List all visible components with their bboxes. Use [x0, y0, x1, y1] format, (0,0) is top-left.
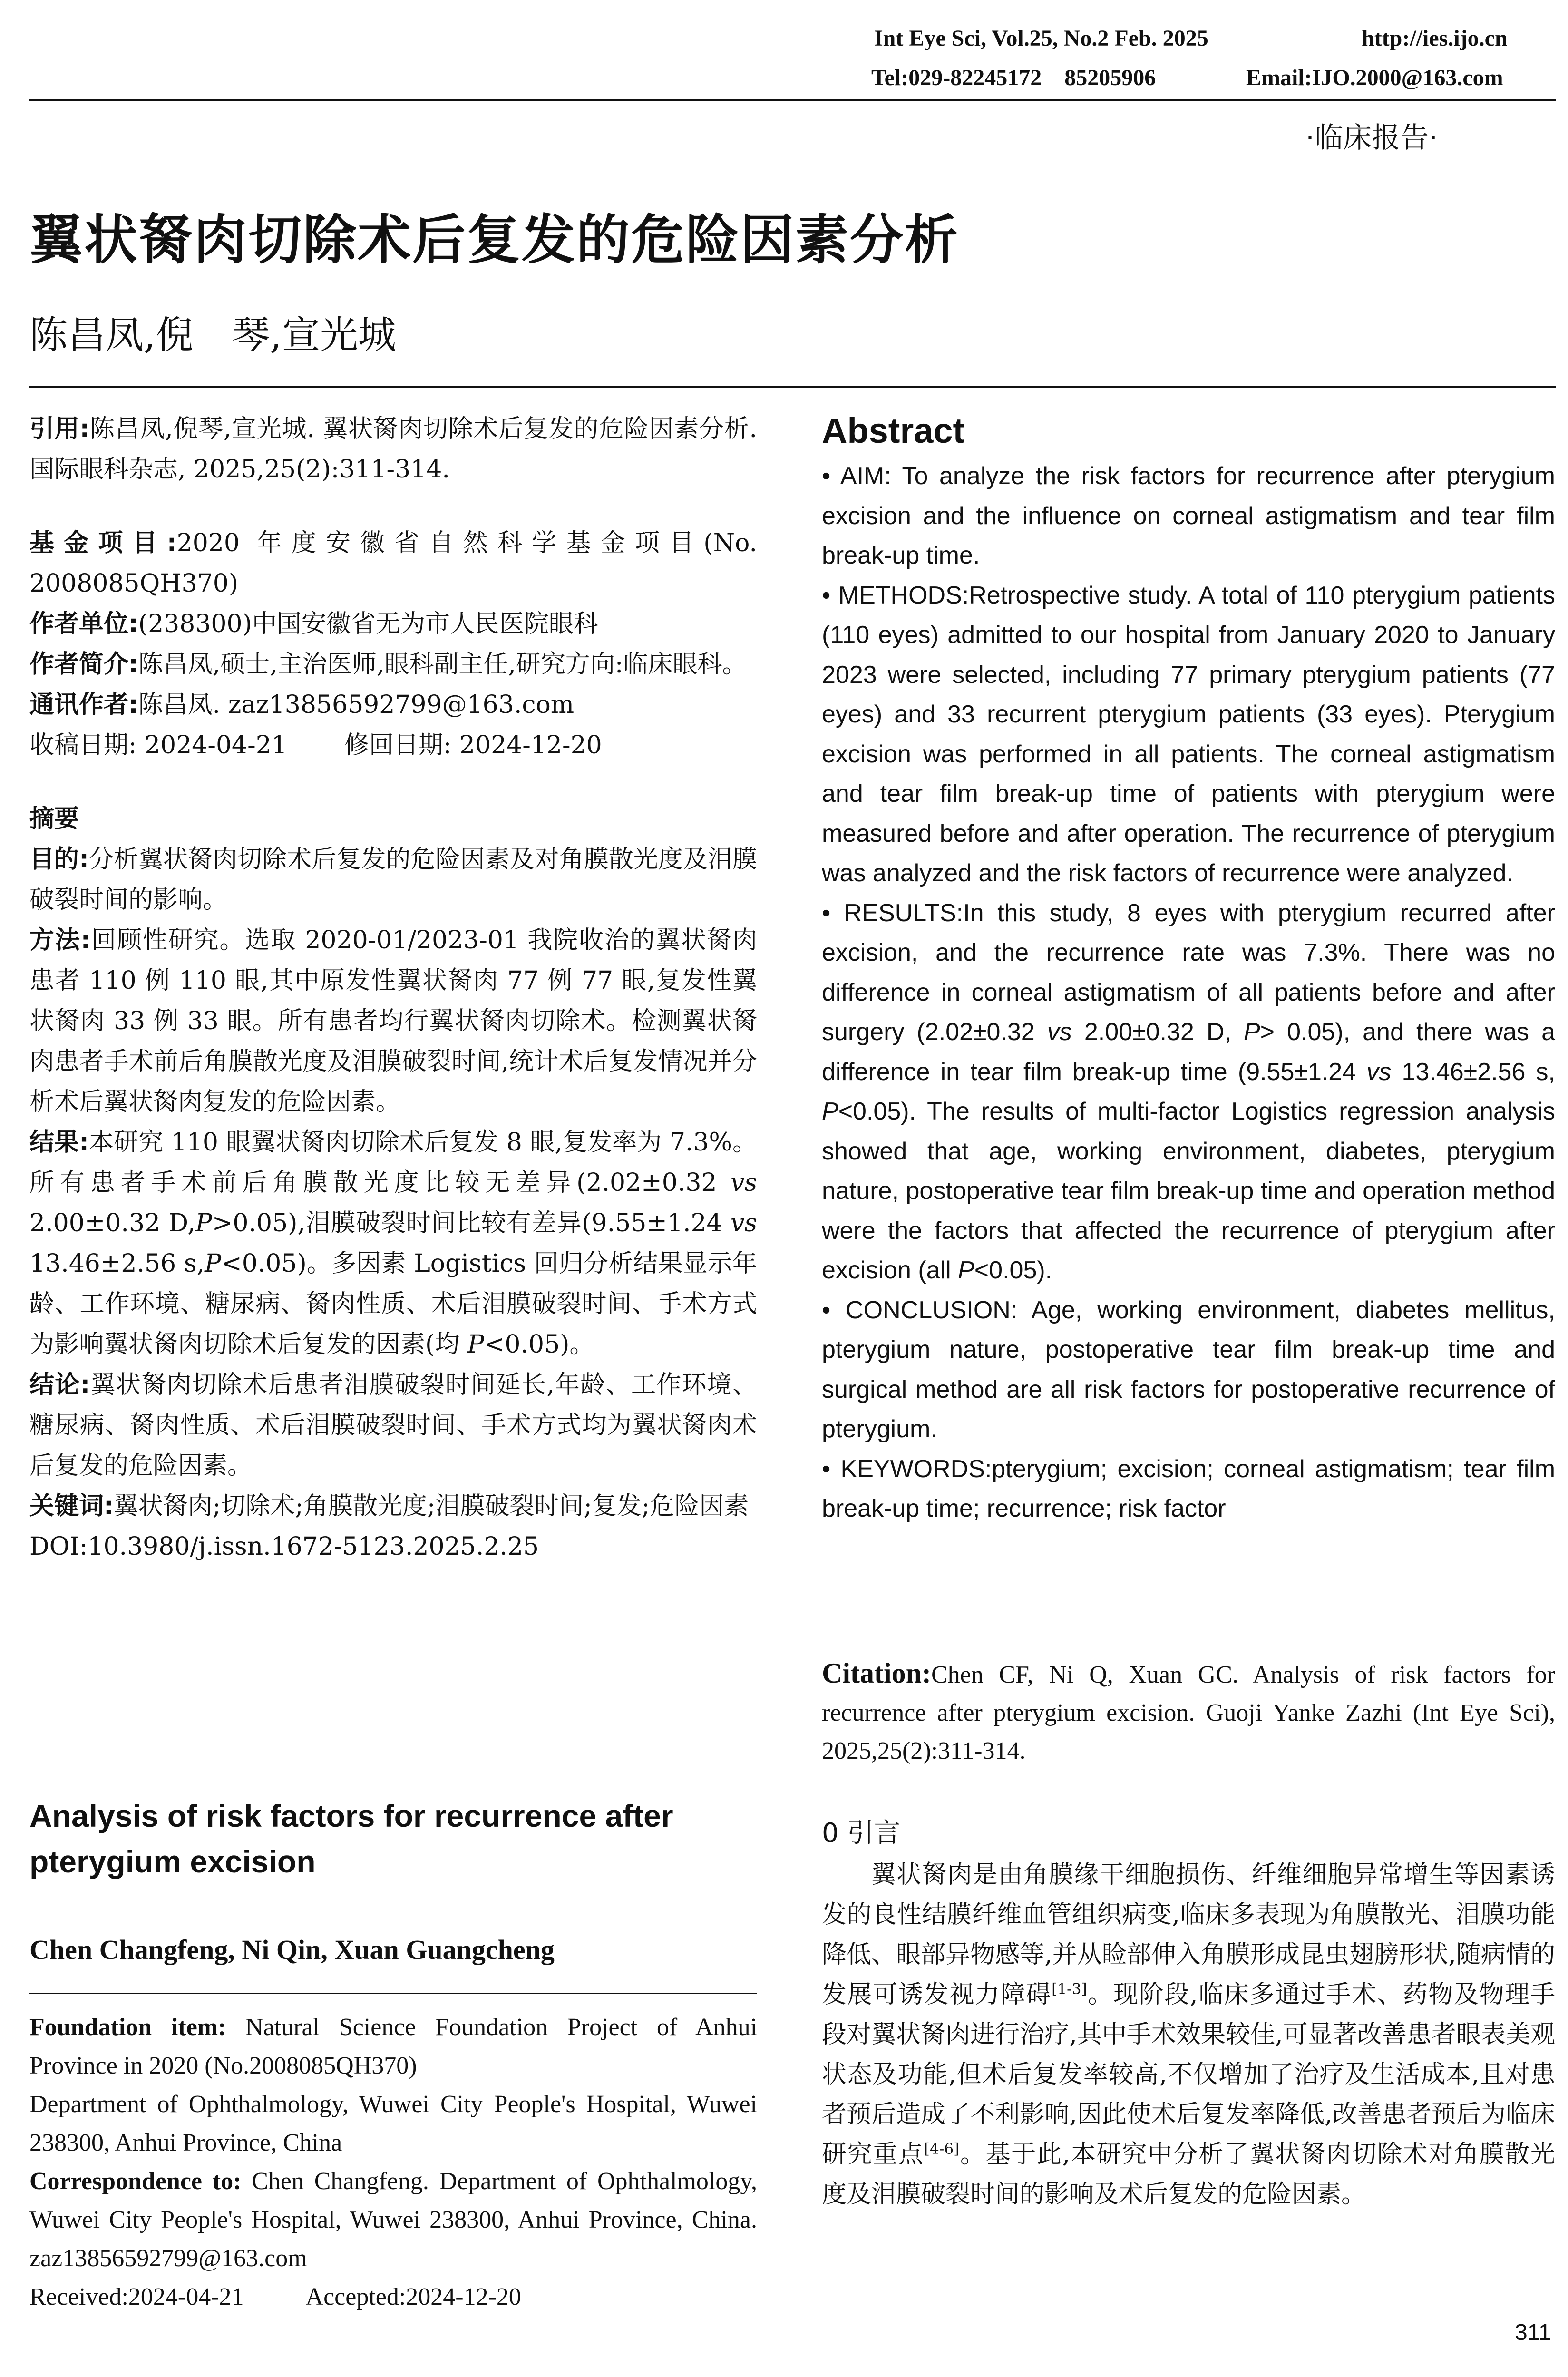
journal-info: Int Eye Sci, Vol.25, No.2 Feb. 2025 — [874, 26, 1208, 51]
english-title: Analysis of risk factors for recurrence after pterygium excision — [29, 1798, 673, 1879]
unit-cn: 作者单位:(238300)中国安徽省无为市人民医院眼科 — [29, 610, 598, 638]
keywords-en: • KEYWORDS:pterygium; excision; corneal astigmatism; tear film break-up time; recurrence; risk factor — [822, 1455, 1556, 1522]
citation-ref: [1-3] — [1052, 1980, 1087, 1998]
citation-cn: 引用:陈昌凤,倪琴,宣光城. 翼状胬肉切除术后复发的危险因素分析. 国际眼科杂志, 2025,25(2):311-314. — [29, 415, 757, 484]
citation-ref: [4-6] — [924, 2140, 960, 2158]
intro-body: 翼状胬肉是由角膜缘干细胞损伤、纤维细胞异常增生等因素诱发的良性结膜纤维血管组织病变,临床多表现为角膜散光、泪膜功能降低、眼部异物感等,并从睑部伸入角膜形成昆虫翅膀形状,随病情的发展可诱发视力障碍[1-3]。现阶段,临床多通过手术、药物及物理手段对翼状胬肉进行治疗,其中手术效果较佳,可显著改善患者眼表美观状态及功能,但术后复发率较高,不仅增加了治疗及生活成本,且对患者预后造成了不利影响,因此使术后复发率降低,改善患者预后为临床研究重点[4-6]。基于此,本研究中分析了翼状胬肉切除术对角膜散光度及泪膜破裂时间的影响及术后复发的危险因素。 — [822, 1861, 1555, 2209]
fund-en: Foundation item: Natural Science Foundation Project of Anhui Province in 2020 (No.2008085QH370) — [29, 2014, 758, 2079]
methods-en: • METHODS:Retrospective study. A total of 110 pterygium patients (110 eyes) admitted to our hospital from January 2020 to January 2023 were selected, including 77 primary pterygium patients (77 eyes) and 33 recurrent pterygium patients (33 eyes). Pterygium excision was performed in all patients. The corneal astigmatism and tear film break-up time of patients with pterygium were measured before and after operation. The recurrence of pterygium was analyzed and the risk factors of recurrence were analyzed. — [822, 581, 1555, 887]
objective-cn: 目的:分析翼状胬肉切除术后复发的危险因素及对角膜散光度及泪膜破裂时间的影响。 — [29, 845, 757, 914]
citation-en: Citation:Chen CF, Ni Q, Xuan GC. Analysis of risk factors for recurrence after pterygium excision. Guoji Yanke Zazhi (Int Eye Sci), 2025,25(2):311-314. — [822, 1657, 1555, 1764]
abstract-title-en: Abstract — [822, 411, 965, 450]
dates-cn: 收稿日期: 2024-04-21 修回日期: 2024-12-20 — [29, 731, 602, 760]
journal-url: http://ies.ijo.cn — [1362, 26, 1508, 51]
header-rule — [29, 99, 1556, 101]
conclusion-en: • CONCLUSION: Age, working environment, diabetes mellitus, pterygium nature, postoperative tear film break-up time and surgical method are all risk factors for postoperative recurrence of pterygium. — [822, 1296, 1556, 1443]
left-column — [29, 409, 757, 1567]
section-label: ·临床报告· — [1305, 121, 1438, 155]
methods-cn: 方法:回顾性研究。选取 2020-01/2023-01 我院收治的翼状胬肉患者 110 例 110 眼,其中原发性翼状胬肉 77 例 77 眼,复发性翼状胬肉 33 例 33 眼。所有患者均行翼状胬肉切除术。检测翼状胬肉患者手术前后角膜散光度及泪膜破裂时间,统计术后复发情况并分析术后翼状胬肉复发的危险因素。 — [29, 926, 758, 1116]
corr-cn: 通讯作者:陈昌凤. zaz13856592799@163.com — [29, 691, 575, 719]
bio-cn: 作者简介:陈昌凤,硕士,主治医师,眼科副主任,研究方向:临床眼科。 — [29, 650, 747, 679]
title-rule — [29, 386, 1556, 388]
page-number: 311 — [1515, 2320, 1551, 2345]
journal-tel: Tel:029-82245172 85205906 — [871, 65, 1156, 90]
abstract-heading-cn: 摘要 — [29, 805, 79, 833]
aim-en: • AIM: To analyze the risk factors for recurrence after pterygium excision and the influence on corneal astigmatism and tear film break-up time. — [822, 462, 1555, 569]
journal-email: Email:IJO.2000@163.com — [1246, 65, 1503, 90]
results-cn: 结果:本研究 110 眼翼状胬肉切除术后复发 8 眼,复发率为 7.3%。所有患者手术前后角膜散光度比较无差异(2.02±0.32 vs 2.00±0.32 D,P>0.05),泪膜破裂时间比较有差异(9.55±1.24 vs 13.46±2.56 s,P<0.05)。多因素 Logistics 回归分析结果显示年龄、工作环境、糖尿病、胬肉性质、术后泪膜破裂时间、手术方式为影响翼状胬肉切除术后复发的因素(均 P<0.05)。 — [29, 1128, 758, 1359]
doi: DOI:10.3980/j.issn.1672-5123.2025.2.25 — [29, 1532, 539, 1561]
dates-en: Received:2024-04-21 Accepted:2024-12-20 — [29, 2283, 521, 2310]
english-info — [29, 2008, 757, 2316]
dept-en: Department of Ophthalmology, Wuwei City People's Hospital, Wuwei 238300, Anhui Province, China — [29, 2091, 757, 2156]
conclusion-cn: 结论:翼状胬肉切除术后患者泪膜破裂时间延长,年龄、工作环境、糖尿病、胬肉性质、术后泪膜破裂时间、手术方式均为翼状胬肉术后复发的危险因素。 — [29, 1371, 758, 1480]
corr-en: Correspondence to: Chen Changfeng. Department of Ophthalmology, Wuwei City People's Hospital, Wuwei 238300, Anhui Province, China. zaz13856592799@163.com — [29, 2168, 757, 2272]
intro-heading: 0 引言 — [822, 1818, 901, 1849]
results-en: • RESULTS:In this study, 8 eyes with pterygium recurred after excision, and the recurrence rate was 7.3%. There was no difference in corneal astigmatism of all patients before and after surgery (2.02±0.32 vs 2.00±0.32 D, P> 0.05), and there was a difference in tear film break-up time (9.55±1.24 vs 13.46±2.56 s, P<0.05). The results of multi-factor Logistics regression analysis showed that age, working environment, diabetes, pterygium nature, postoperative tear film break-up time and operation method were the factors that affected the recurrence of pterygium after excision (all P<0.05). — [822, 899, 1556, 1284]
author-list: 陈昌凤,倪 琴,宣光城 — [29, 313, 396, 357]
page-title: 翼状胬肉切除术后复发的危险因素分析 — [29, 209, 959, 271]
english-rule — [29, 1993, 757, 1994]
keywords-cn: 关键词:翼状胬肉;切除术;角膜散光度;泪膜破裂时间;复发;危险因素 — [29, 1492, 749, 1520]
right-abstract — [822, 457, 1555, 1529]
english-authors: Chen Changfeng, Ni Qin, Xuan Guangcheng — [29, 1934, 555, 1965]
fund-cn: 基金项目:2020 年度安徽省自然科学基金项目(No. 2008085QH370) — [29, 529, 758, 598]
